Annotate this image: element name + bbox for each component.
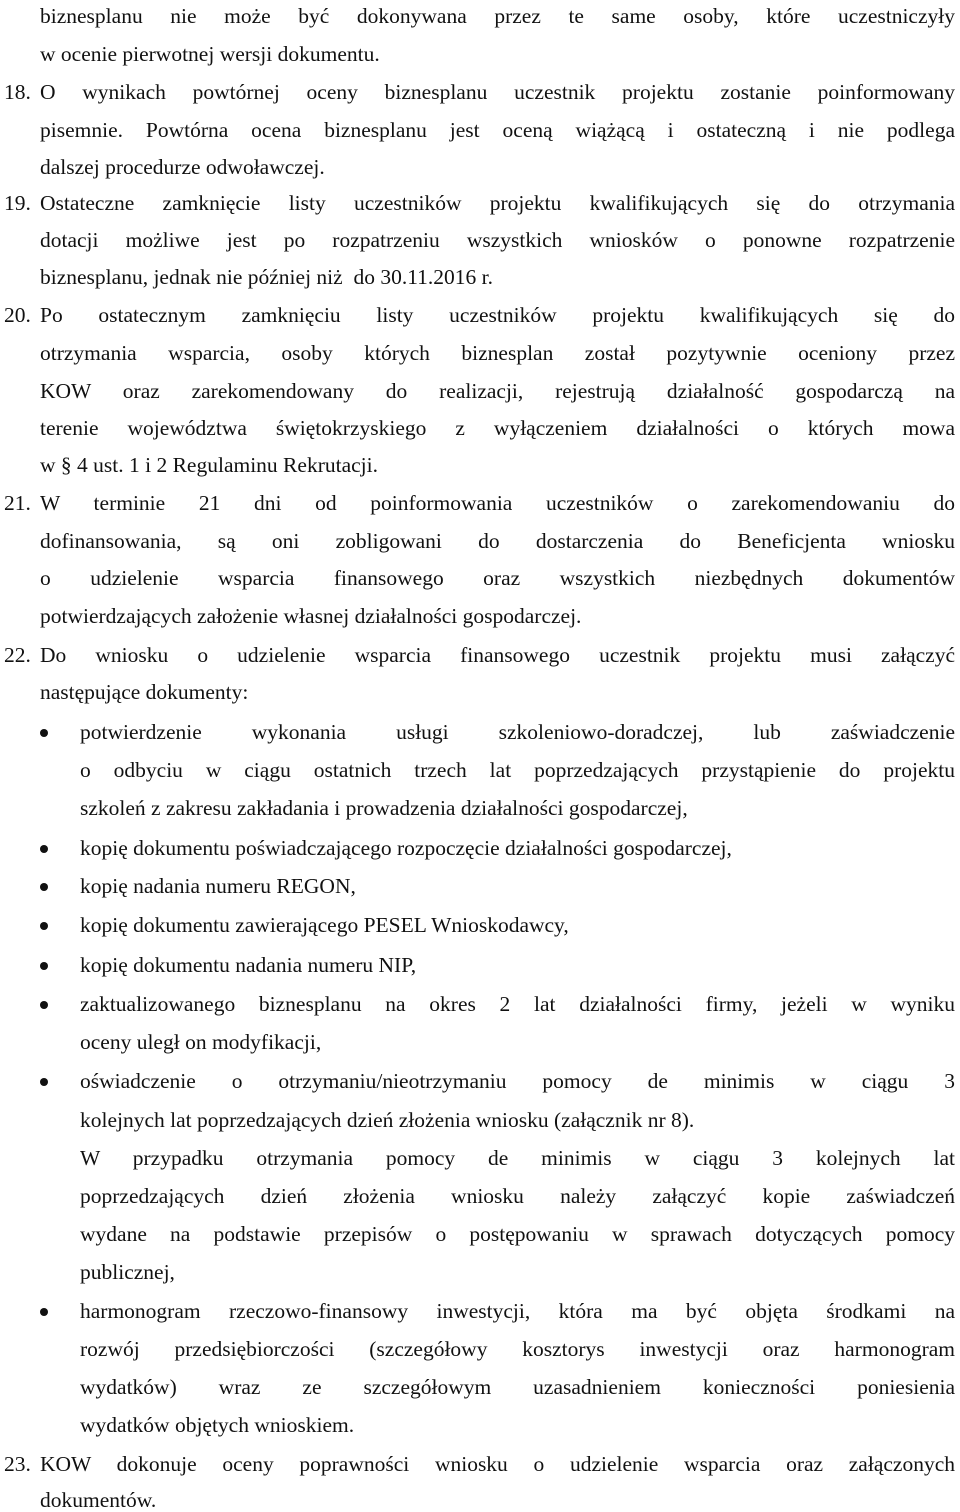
list-item-line: poprzedzających dzień złożenia wniosku należy załączyć kopie zaświadczeń	[80, 1184, 955, 1208]
bullet-icon	[40, 1308, 48, 1316]
item-number: 19.	[4, 191, 31, 215]
bullet-icon	[40, 922, 48, 930]
text-line: następujące dokumenty:	[40, 680, 249, 704]
list-item-line: rozwój przedsiębiorczości (szczegółowy kosztorys inwestycji oraz harmonogram	[80, 1337, 955, 1361]
text-line: dotacji możliwe jest po rozpatrzeniu wszystkich wniosków o ponowne rozpatrzenie	[40, 228, 955, 252]
text-line: o udzielenie wsparcia finansowego oraz wszystkich niezbędnych dokumentów	[40, 566, 955, 590]
text-line: W terminie 21 dni od poinformowania uczestników o zarekomendowaniu do	[40, 491, 955, 515]
text-line: w § 4 ust. 1 i 2 Regulaminu Rekrutacji.	[40, 453, 378, 477]
bullet-icon	[40, 729, 48, 737]
list-item-line: kolejnych lat poprzedzających dzień złożenia wniosku (załącznik nr 8).	[80, 1108, 695, 1132]
bullet-icon	[40, 883, 48, 891]
item-number: 23.	[4, 1452, 31, 1476]
text-line: biznesplanu nie może być dokonywana przez te same osoby, które uczestniczyły	[40, 4, 955, 28]
bullet-icon	[40, 962, 48, 970]
text-line: potwierdzających założenie własnej działalności gospodarczej.	[40, 604, 582, 628]
text-line: otrzymania wsparcia, osoby których biznesplan został pozytywnie oceniony przez	[40, 341, 955, 365]
text-line: KOW oraz zarekomendowany do realizacji, rejestrują działalność gospodarczą na	[40, 379, 955, 403]
list-item-line: kopię dokumentu zawierającego PESEL Wnioskodawcy,	[80, 913, 569, 937]
text-line: terenie województwa świętokrzyskiego z wyłączeniem działalności o których mowa	[40, 416, 955, 440]
text-line: Do wniosku o udzielenie wsparcia finansowego uczestnik projektu musi załączyć	[40, 643, 955, 667]
item-number: 21.	[4, 491, 31, 515]
bullet-icon	[40, 1078, 48, 1086]
list-item-line: wydatków objętych wnioskiem.	[80, 1413, 355, 1437]
bullet-icon	[40, 845, 48, 853]
list-item-line: kopię nadania numeru REGON,	[80, 874, 356, 898]
text-line: KOW dokonuje oceny poprawności wniosku o udzielenie wsparcia oraz załączonych	[40, 1452, 955, 1476]
item-number: 20.	[4, 303, 31, 327]
text-line: O wynikach powtórnej oceny biznesplanu uczestnik projektu zostanie poinformowany	[40, 80, 955, 104]
item-number: 18.	[4, 80, 31, 104]
item-number: 22.	[4, 643, 31, 667]
list-item-line: potwierdzenie wykonania usługi szkoleniowo-doradczej, lub zaświadczenie	[80, 720, 955, 744]
text-line: biznesplanu, jednak nie później niż do 30.11.2016 r.	[40, 265, 493, 289]
text-line: dalszej procedurze odwoławczej.	[40, 155, 325, 179]
list-item-line: W przypadku otrzymania pomocy de minimis w ciągu 3 kolejnych lat	[80, 1146, 955, 1170]
text-line: pisemnie. Powtórna ocena biznesplanu jest oceną wiążącą i ostateczną i nie podlega	[40, 118, 955, 142]
text-line: dokumentów.	[40, 1488, 157, 1512]
text-line: w ocenie pierwotnej wersji dokumentu.	[40, 42, 380, 66]
list-item-line: kopię dokumentu poświadczającego rozpoczęcie działalności gospodarczej,	[80, 836, 732, 860]
list-item-line: szkoleń z zakresu zakładania i prowadzenia działalności gospodarczej,	[80, 796, 688, 820]
bullet-icon	[40, 1001, 48, 1009]
text-line: dofinansowania, są oni zobligowani do dostarczenia do Beneficjenta wniosku	[40, 529, 955, 553]
text-line: Ostateczne zamknięcie listy uczestników projektu kwalifikujących się do otrzymania	[40, 191, 955, 215]
list-item-line: oświadczenie o otrzymaniu/nieotrzymaniu pomocy de minimis w ciągu 3	[80, 1069, 955, 1093]
list-item-line: harmonogram rzeczowo-finansowy inwestycji, która ma być objęta środkami na	[80, 1299, 955, 1323]
list-item-line: wydatków) wraz ze szczegółowym uzasadnieniem konieczności poniesienia	[80, 1375, 955, 1399]
text-line: Po ostatecznym zamknięciu listy uczestników projektu kwalifikujących się do	[40, 303, 955, 327]
list-item-line: zaktualizowanego biznesplanu na okres 2 lat działalności firmy, jeżeli w wyniku	[80, 992, 955, 1016]
list-item-line: oceny uległ on modyfikacji,	[80, 1030, 322, 1054]
list-item-line: o odbyciu w ciągu ostatnich trzech lat poprzedzających przystąpienie do projektu	[80, 758, 955, 782]
list-item-line: publicznej,	[80, 1260, 175, 1284]
list-item-line: kopię dokumentu nadania numeru NIP,	[80, 953, 417, 977]
list-item-line: wydane na podstawie przepisów o postępowaniu w sprawach dotyczących pomocy	[80, 1222, 955, 1246]
